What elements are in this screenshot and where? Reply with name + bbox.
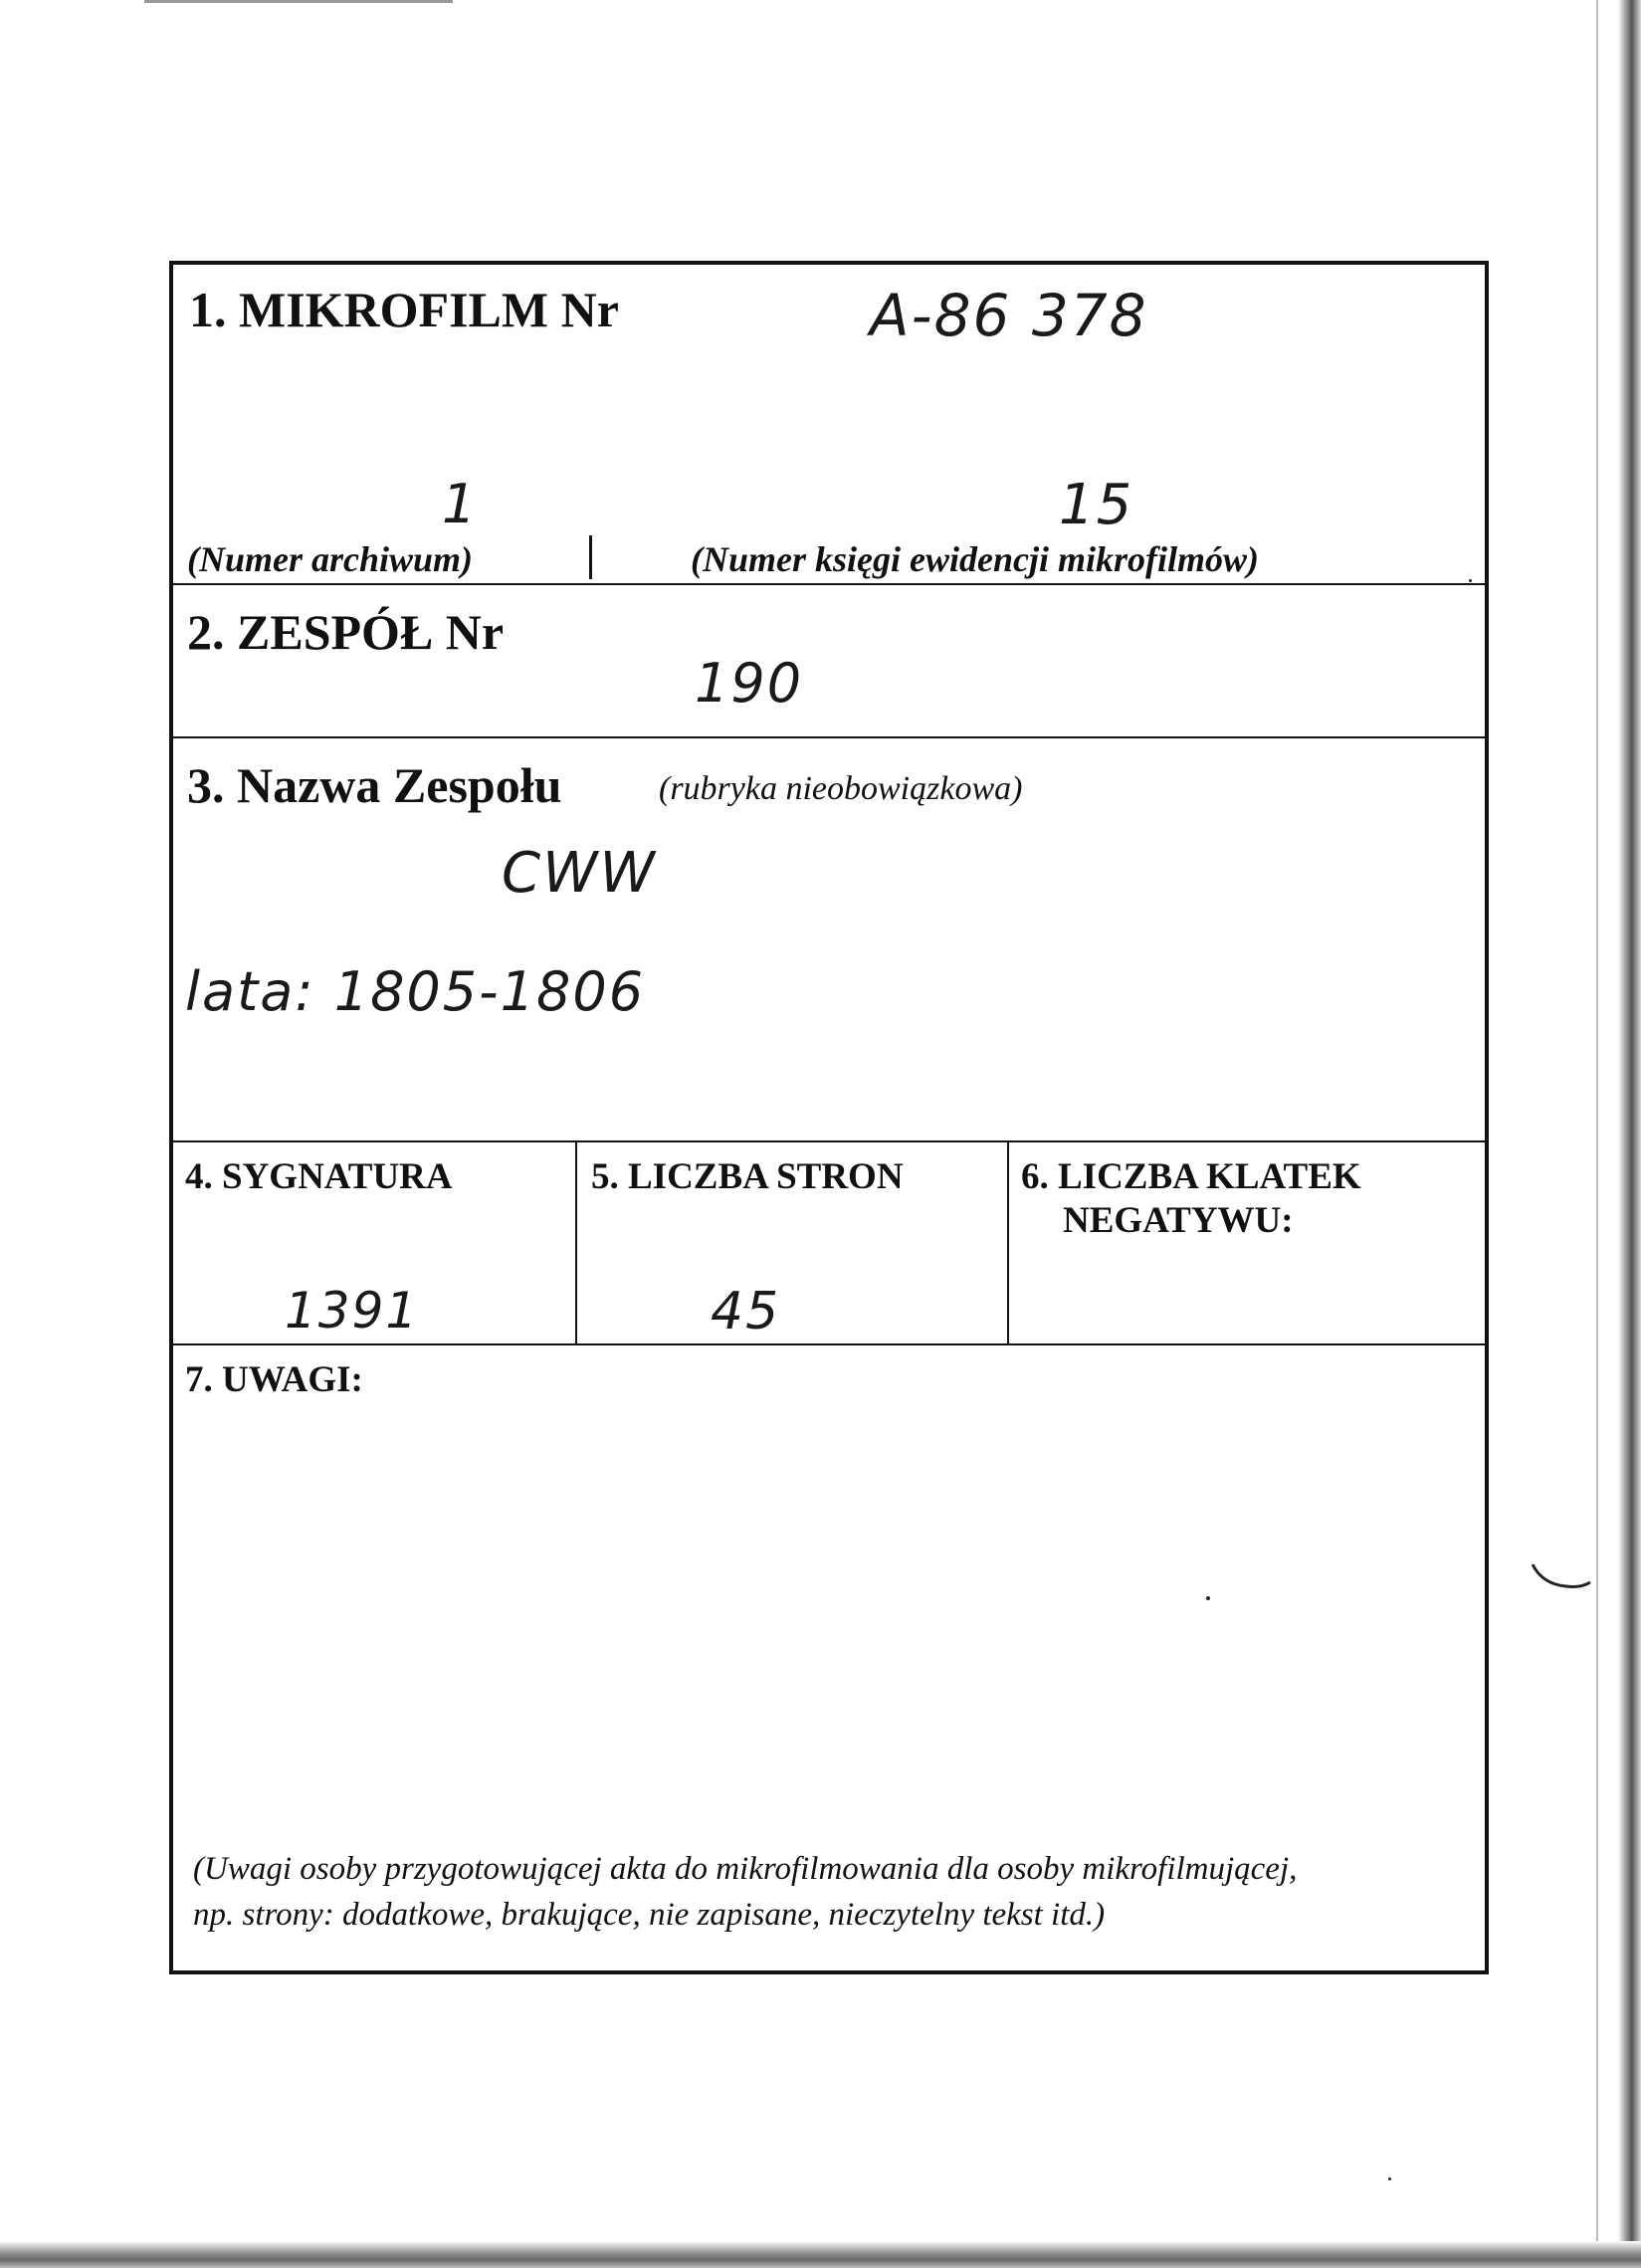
section1-title: 1. MIKROFILM Nr bbox=[189, 282, 619, 337]
register-number-value: 15 bbox=[1059, 473, 1134, 537]
archive-number-label: (Numer archiwum) bbox=[187, 539, 474, 579]
section2-unit-number: 190 bbox=[695, 652, 804, 715]
field-separator bbox=[589, 535, 592, 579]
section6-title-line2: NEGATYWU: bbox=[1063, 1200, 1294, 1241]
section7-title: 7. UWAGI: bbox=[185, 1359, 363, 1400]
scan-bottom-edge bbox=[0, 2241, 1641, 2268]
divider-section3 bbox=[173, 1140, 1485, 1142]
register-number-label: (Numer księgi ewidencji mikrofilmów) bbox=[691, 539, 1259, 579]
unit-name-value: CWW bbox=[502, 841, 657, 906]
signature-value: 1391 bbox=[285, 1282, 420, 1340]
remarks-note-line1: (Uwagi osoby przygotowującej akta do mikrofilmowania dla osoby mikrofilmującej, bbox=[193, 1851, 1298, 1887]
archive-number-value: 1 bbox=[442, 473, 479, 535]
section5-title: 5. LICZBA STRON bbox=[591, 1156, 904, 1197]
remarks-note-line2: np. strony: dodatkowe, brakujące, nie zapisane, nieczytelny tekst itd.) bbox=[193, 1897, 1106, 1933]
scan-right-line bbox=[1596, 0, 1598, 2268]
section1-microfilm-number: A-86 378 bbox=[870, 282, 1148, 349]
section3-title: 3. Nazwa Zespołu bbox=[187, 757, 562, 813]
microfilm-form bbox=[169, 261, 1489, 1974]
divider-section456 bbox=[173, 1343, 1485, 1345]
scan-top-edge bbox=[144, 0, 453, 3]
divider-col-5-6 bbox=[1007, 1140, 1009, 1343]
divider-section2 bbox=[173, 736, 1485, 738]
unit-years-value: lata: 1805-1806 bbox=[185, 960, 646, 1023]
section6-title-line1: 6. LICZBA KLATEK bbox=[1021, 1156, 1361, 1197]
divider-section1 bbox=[173, 583, 1485, 585]
scan-speck bbox=[1388, 2177, 1391, 2180]
page-count-value: 45 bbox=[711, 1282, 781, 1341]
section2-title: 2. ZESPÓŁ Nr bbox=[187, 604, 505, 660]
scan-mark bbox=[1529, 1558, 1598, 1598]
divider-col-4-5 bbox=[575, 1140, 577, 1343]
scan-right-edge bbox=[1618, 0, 1641, 2268]
section4-title: 4. SYGNATURA bbox=[185, 1156, 453, 1197]
section3-subtitle: (rubryka nieobowiązkowa) bbox=[659, 770, 1023, 807]
